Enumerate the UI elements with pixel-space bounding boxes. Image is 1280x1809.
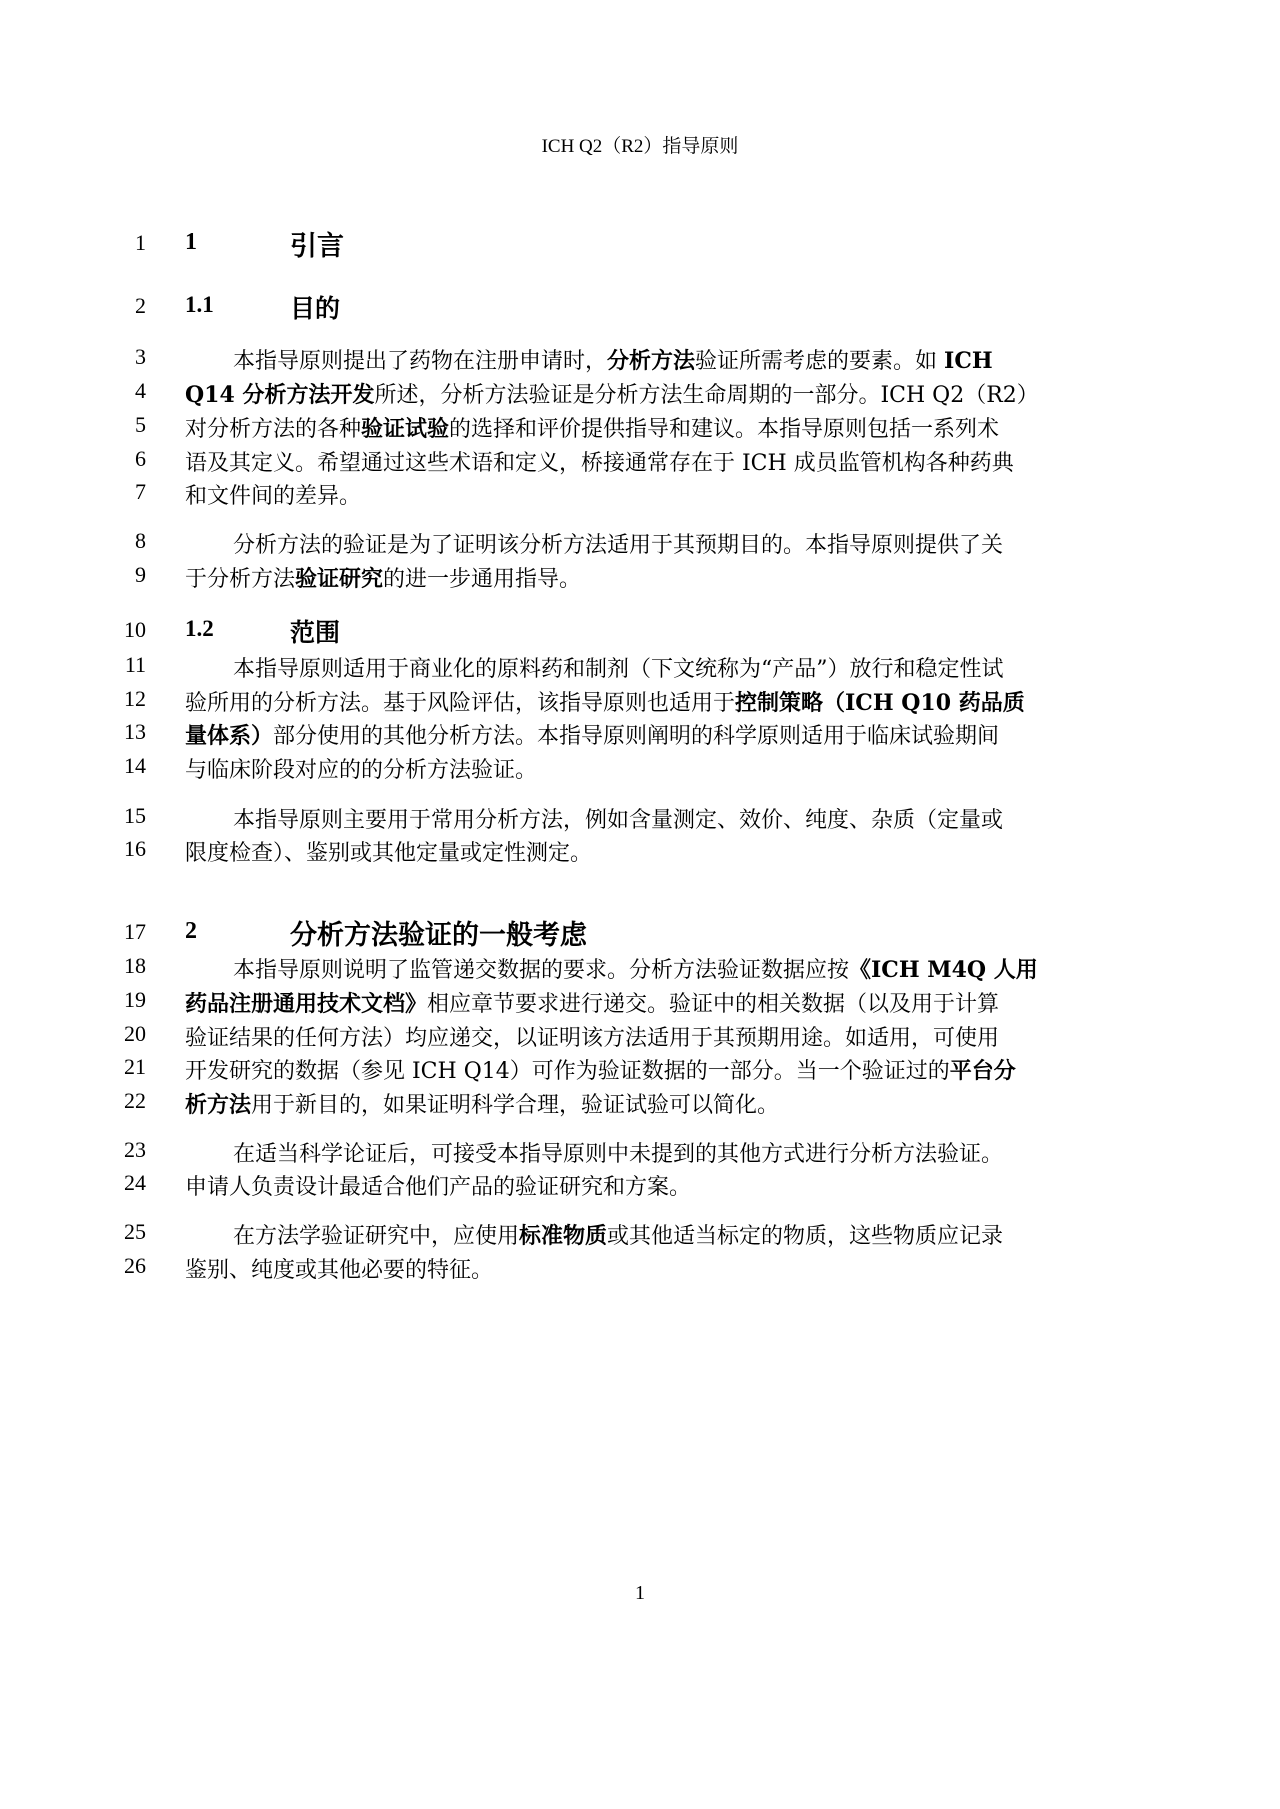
- line-number: 5: [135, 412, 146, 437]
- line-text: [185, 1253, 1165, 1284]
- line-number: 12: [124, 686, 146, 711]
- page-header: ICH Q2（R2）指导原则: [541, 136, 739, 157]
- text-segment: 的选择和评价提供指导和建议。本指导原则包括一系列术: [449, 417, 1000, 442]
- section-title: 引言: [290, 231, 344, 262]
- text-line: [0, 830, 1280, 870]
- section-number: 1: [185, 229, 197, 255]
- page-number: 1: [635, 1582, 645, 1604]
- line-text: [185, 1054, 1165, 1085]
- section-number: 1.2: [185, 616, 214, 641]
- text-segment: 的进一步通用指导。: [383, 567, 582, 592]
- line-number: 23: [124, 1137, 146, 1162]
- line-number: 4: [135, 378, 146, 403]
- line-number: 14: [124, 753, 146, 778]
- line-text: [185, 1170, 1165, 1201]
- line-number: 2: [135, 293, 146, 318]
- line-number: 3: [135, 344, 146, 369]
- bold-term: ICH: [944, 348, 993, 374]
- line-number: 9: [135, 562, 146, 587]
- text-segment: 与临床阶段对应的的分析方法验证。: [185, 758, 538, 783]
- line-number: 16: [124, 836, 146, 861]
- line-number: 22: [124, 1088, 146, 1113]
- text-segment: 开发研究的数据（参见 ICH Q14）可作为验证数据的一部分。当一个验证过的: [185, 1059, 950, 1084]
- text-segment: 和文件间的差异。: [185, 484, 362, 509]
- line-text: [185, 753, 1165, 784]
- text-line: [0, 747, 1280, 787]
- text-segment: 限度检查）、鉴别或其他定量或定性测定。: [185, 841, 593, 866]
- section-title: 目的: [290, 294, 341, 323]
- text-segment: 用于新目的，如果证明科学合理，验证试验可以简化。: [251, 1093, 780, 1118]
- line-text: [185, 412, 1165, 443]
- section-heading-1-1: [0, 287, 1280, 327]
- bold-term: 平台分: [949, 1058, 1016, 1084]
- line-text: [185, 562, 1165, 593]
- section-title: 分析方法验证的一般考虑: [290, 920, 587, 951]
- line-text: [185, 987, 1165, 1018]
- line-number: 26: [124, 1253, 146, 1278]
- bold-term: 分析方法: [607, 348, 696, 374]
- text-segment: 语及其定义。希望通过这些术语和定义，桥接通常存在于 ICH 成员监管机构各种药典: [185, 451, 1014, 476]
- line-text: [185, 1088, 1165, 1119]
- line-number: 25: [124, 1219, 146, 1244]
- line-number: 24: [124, 1170, 146, 1195]
- bold-term: 验证试验: [361, 416, 450, 442]
- text-segment: 部分使用的其他分析方法。本指导原则阐明的科学原则适用于临床试验期间: [273, 724, 1000, 749]
- line-number: 6: [135, 446, 146, 471]
- text-segment: 分析方法的验证是为了证明该分析方法适用于其预期目的。本指导原则提供了关: [233, 533, 1004, 558]
- text-line: [0, 1247, 1280, 1287]
- line-text: [185, 953, 1165, 984]
- text-segment: 本指导原则提出了药物在注册申请时，: [233, 349, 608, 374]
- line-text: [185, 719, 1165, 750]
- line-number: 11: [124, 652, 146, 677]
- text-segment: 于分析方法: [185, 567, 296, 592]
- text-segment: 验证所需考虑的要素。如: [695, 349, 945, 374]
- line-number: 18: [124, 953, 146, 978]
- text-segment: 鉴别、纯度或其他必要的特征。: [185, 1258, 494, 1283]
- text-segment: 相应章节要求进行递交。验证中的相关数据（以及用于计算: [427, 992, 1000, 1017]
- line-number: 7: [135, 479, 146, 504]
- text-line: [0, 1082, 1280, 1122]
- line-number: 13: [124, 719, 146, 744]
- line-number: 17: [124, 919, 146, 944]
- text-line: [0, 473, 1280, 513]
- line-text: [185, 528, 1165, 559]
- section-heading-1-2: [0, 611, 1280, 651]
- text-line: [0, 1164, 1280, 1204]
- line-number: 21: [124, 1054, 146, 1079]
- bold-term: 析方法: [185, 1092, 252, 1118]
- bold-term: 标准物质: [519, 1223, 608, 1249]
- bold-term: 验证研究: [295, 566, 384, 592]
- line-text: [185, 479, 1165, 510]
- text-segment: 本指导原则说明了监管递交数据的要求。分析方法验证数据应按: [233, 958, 850, 983]
- text-segment: 在适当科学论证后，可接受本指导原则中未提到的其他方式进行分析方法验证。: [233, 1142, 1004, 1167]
- line-number: 15: [124, 803, 146, 828]
- line-number: 20: [124, 1021, 146, 1046]
- section-number: 2: [185, 918, 197, 944]
- bold-term: 药品注册通用技术文档》: [185, 991, 428, 1017]
- line-number: 10: [124, 617, 146, 642]
- section-heading-1: [0, 224, 1280, 264]
- line-number: 1: [135, 230, 146, 255]
- text-segment: 对分析方法的各种: [185, 417, 362, 442]
- line-text: [185, 836, 1165, 867]
- line-number: 19: [124, 987, 146, 1012]
- text-line: [0, 556, 1280, 596]
- bold-term: 《ICH M4Q 人用: [849, 957, 1038, 983]
- text-segment: 在方法学验证研究中，应使用: [233, 1224, 520, 1249]
- text-segment: 验所用的分析方法。基于风险评估，该指导原则也适用于: [185, 691, 736, 716]
- text-segment: 所述，分析方法验证是分析方法生命周期的一部分。ICH Q2（R2）: [374, 383, 1039, 408]
- line-text: [185, 378, 1165, 409]
- section-number: 1.1: [185, 292, 214, 317]
- line-text: [185, 344, 1165, 375]
- bold-term: 控制策略（ICH Q10 药品质: [735, 690, 1025, 716]
- line-text: [185, 1219, 1165, 1250]
- line-number: 8: [135, 528, 146, 553]
- text-segment: 验证结果的任何方法）均应递交，以证明该方法适用于其预期用途。如适用，可使用: [185, 1026, 1000, 1051]
- text-segment: 申请人负责设计最适合他们产品的验证研究和方案。: [185, 1175, 692, 1200]
- bold-term: 量体系）: [185, 723, 274, 749]
- bold-term: Q14 分析方法开发: [185, 382, 375, 408]
- section-title: 范围: [290, 618, 341, 647]
- text-segment: 本指导原则适用于商业化的原料药和制剂（下文统称为“产品”）放行和稳定性试: [233, 657, 1004, 682]
- text-segment: 本指导原则主要用于常用分析方法，例如含量测定、效价、纯度、杂质（定量或: [233, 808, 1004, 833]
- line-text: [185, 652, 1165, 683]
- text-segment: 或其他适当标定的物质，这些物质应记录: [607, 1224, 1004, 1249]
